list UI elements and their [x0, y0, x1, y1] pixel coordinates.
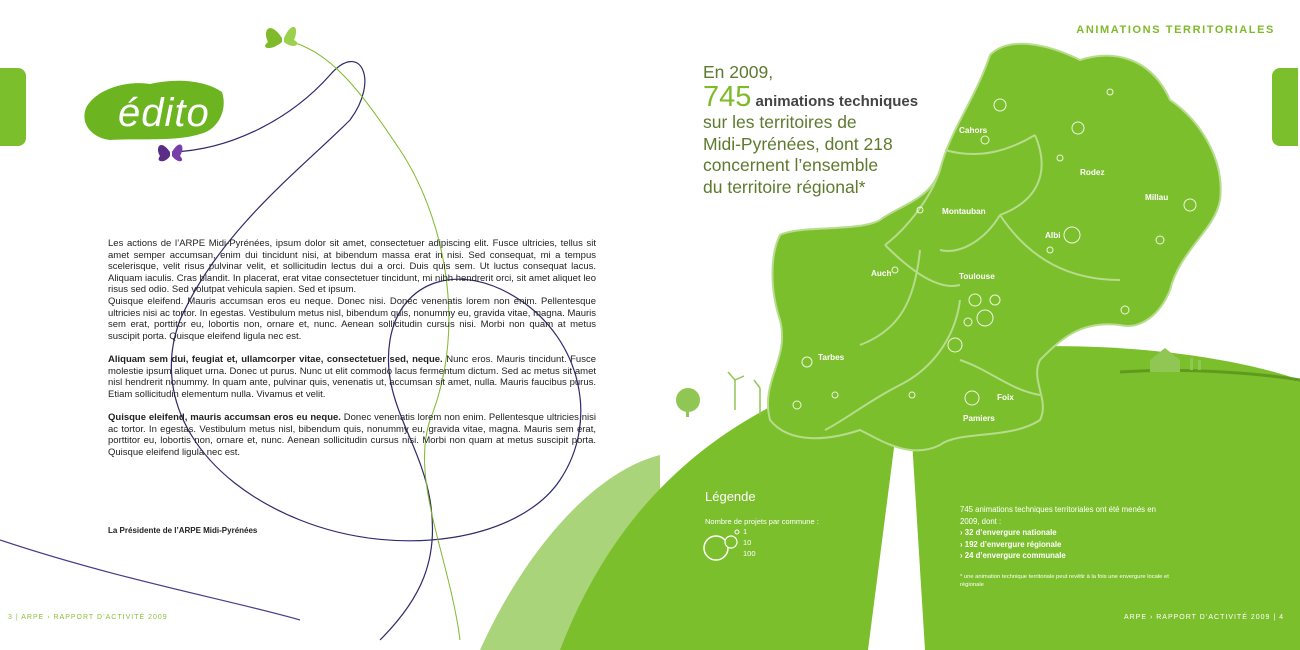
section-title: ANIMATIONS TERRITORIALES — [1076, 24, 1275, 36]
headline-line-1: En 2009, — [703, 62, 774, 82]
edito-title: édito — [118, 91, 210, 135]
legend-circle-100 — [704, 536, 728, 560]
paragraph-2-rest: Nunc eros. Mauris tincidunt. Fusce molestie ipsum aliquet urna. Donec ut purus. Nunc ut elit commodo lacus fermentum dictum. Sed ac metus sit amet nisl hendrerit nonummy. In quam ante, pulvinar quis, venenatis ut, accumsan sit amet, nulla. Mauris faucibus purus. Etiam sollicitudin elementum nulla. Vivamus et velit. — [108, 353, 596, 400]
headline-line-3: sur les territoires de — [703, 112, 857, 132]
headline-line-2 — [703, 80, 943, 113]
headline-line-6: du territoire régional* — [703, 176, 866, 197]
legend-title: Légende — [705, 489, 756, 504]
paragraph-3 — [108, 412, 596, 458]
left-page-tab — [0, 68, 26, 146]
person — [1190, 358, 1193, 370]
city-montauban: Montauban — [942, 207, 986, 216]
stats-item-regional: › 192 d’envergure régionale — [960, 539, 1062, 549]
headline-number: 745 — [703, 80, 752, 113]
city-foix: Foix — [997, 393, 1014, 402]
windmills — [728, 372, 760, 415]
headline-line-4: Midi-Pyrénées, dont 218 — [703, 133, 893, 154]
footer-right: ARPE › RAPPORT D’ACTIVITÉ 2009 | 4 — [1123, 614, 1284, 621]
city-millau: Millau — [1145, 193, 1169, 202]
stats-item-national: › 32 d’envergure nationale — [960, 528, 1057, 537]
headline-line-5: concernent l’ensemble — [703, 155, 879, 175]
paragraph-2 — [108, 354, 596, 400]
headline — [703, 62, 943, 198]
right-page-tab — [1272, 68, 1298, 146]
paragraph-1a: Les actions de l’ARPE Midi-Pyrénées, ipsum dolor sit amet, consectetuer adipiscing elit. Fusce ultricies, tellus sit amet semper accumsan, enim dui tincidunt nisi, at bibendum massa erat in nisi. Sed consequat, mi a tempus scelerisque, velit risus pulvinar velit, et sollicitudin lectus dui a orci. Duis quis sem. Ut luctus consequat lacus. Aliquam iaculis. Cras blandit. In placerat, erat vitae consectetuer tincidunt, mi nibh hendrerit orci, sit amet aliquet leo risus sed odio. Sed volutpat vehicula sapien. Sed et ipsum. — [108, 238, 596, 296]
stats-item-communal: › 24 d’envergure communale — [960, 551, 1066, 560]
paragraph-1b: Quisque eleifend. Mauris accumsan eros eu neque. Donec nisi. Donec venenatis lorem non enim. Pellentesque ultricies nisi ac tortor. In egestas. Vestibulum metus nisl, bibendum quis, nonummy eu, gravida vitae, magna. Mauris sem erat, porttitor eu, lobortis non, ornare et, nunc. Aenean sollicitudin cursus nisi. Morbi non quam at metus suscipit porta. Quisque eleifend ligula nec est. — [108, 295, 596, 342]
stats-intro: 745 animations techniques territoriales ont été menés en 2009, dont : — [960, 505, 1156, 526]
city-pamiers: Pamiers — [963, 414, 995, 423]
city-albi: Albi — [1045, 231, 1061, 240]
signature: La Présidente de l’ARPE Midi-Pyrénées — [108, 526, 258, 535]
city-tarbes: Tarbes — [818, 353, 845, 362]
legend-value-100: 100 — [743, 549, 756, 558]
footer-left: 3 | ARPE › RAPPORT D’ACTIVITÉ 2009 — [8, 614, 168, 621]
legend-value-10: 10 — [743, 538, 752, 547]
headline-strong: animations techniques — [751, 92, 919, 110]
city-cahors: Cahors — [959, 126, 988, 135]
person — [1198, 360, 1201, 370]
stats-note: * une animation technique territoriale peut revêtir à la fois une envergure locale et régionale — [960, 574, 1169, 588]
paragraph-3-rest: Donec venenatis lorem non enim. Pellentesque ultricies nisi ac tortor. In egestas. Vestibulum metus nisl, bibendum quis, nonummy eu, gravida vitae, magna. Mauris sem erat, porttitor eu, lobortis non, ornare et, nunc. Aenean sollicitudin cursus nisi. Morbi non quam at metus suscipit porta. Quisque eleifend ligula nec est. — [108, 411, 596, 458]
swirl-line-bottom — [0, 540, 300, 620]
stats-block — [960, 504, 1170, 562]
city-auch: Auch — [871, 269, 892, 278]
city-toulouse: Toulouse — [959, 272, 995, 281]
tree-trunk — [686, 405, 689, 417]
paragraph-2-lead: Aliquam sem dui, feugiat et, ullamcorper vitae, consectetuer sed, neque. — [108, 353, 443, 365]
legend-circle-10 — [725, 536, 737, 548]
edito-body — [108, 238, 596, 470]
butterfly-green-icon — [265, 27, 297, 48]
paragraph-3-lead: Quisque eleifend, mauris accumsan eros eu neque. — [108, 411, 341, 423]
butterfly-purple-icon — [158, 144, 182, 161]
legend-subtitle: Nombre de projets par commune : — [705, 517, 819, 526]
city-rodez: Rodez — [1080, 168, 1105, 177]
legend-value-1: 1 — [743, 527, 748, 536]
